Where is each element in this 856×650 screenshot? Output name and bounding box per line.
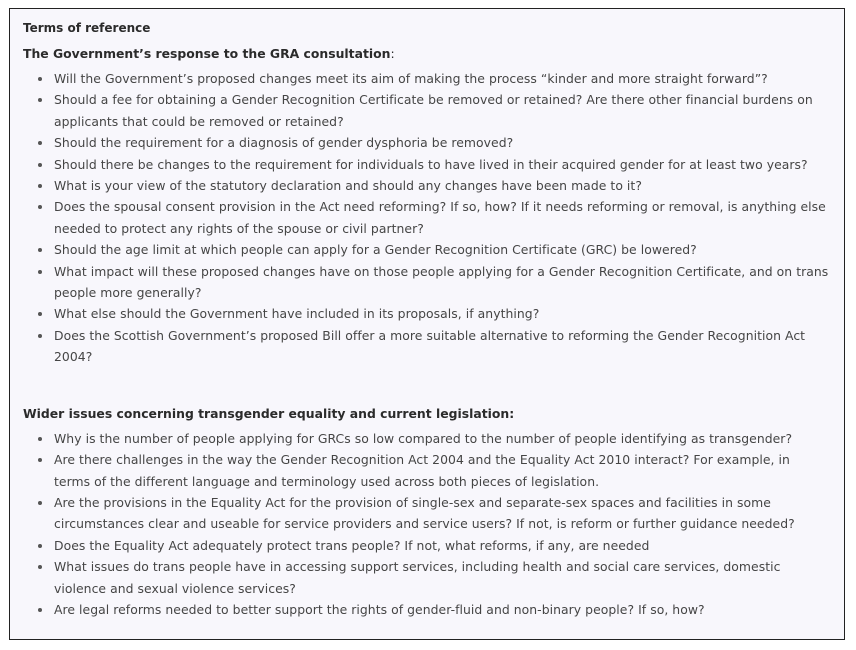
bullet-icon [38, 184, 42, 188]
list-item [23, 449, 830, 492]
list-item-text: Are legal reforms needed to better support the rights of gender-fluid and non-binary people? If so, how? [54, 601, 705, 617]
list-item [23, 535, 830, 556]
list-item-text: Are the provisions in the Equality Act for the provision of single-sex and separate-sex spaces and facilities in some circumstances clear and useable for service providers and service users? If not, is reform or further guidance needed? [54, 494, 795, 532]
list-item-text: What else should the Government have included in its proposals, if anything? [54, 306, 540, 322]
bullet-icon [38, 501, 42, 505]
bullet-icon [38, 163, 42, 167]
list-item-text: Should there be changes to the requirement for individuals to have lived in their acquired gender for at least two years? [54, 156, 808, 172]
bullet-icon [38, 205, 42, 209]
list-item [23, 599, 830, 620]
bullet-icon [38, 437, 42, 441]
list-item [23, 261, 830, 304]
bullet-icon [38, 312, 42, 316]
section-heading-colon: : [390, 46, 395, 61]
bullet-icon [38, 98, 42, 102]
bullet-icon [38, 77, 42, 81]
section-heading-colon: : [509, 405, 515, 421]
bullet-icon [38, 458, 42, 462]
list-item [23, 239, 830, 260]
bullet-icon [38, 544, 42, 548]
terms-of-reference-panel [9, 8, 845, 640]
bullet-icon [38, 608, 42, 612]
list-item-text: What issues do trans people have in accessing support services, including health and social care services, domestic violence and sexual violence services? [54, 559, 781, 596]
list-item-text: What impact will these proposed changes have on those people applying for a Gender Recognition Certificate, and on trans people more generally? [54, 263, 829, 301]
list-item-text: What is your view of the statutory declaration and should any changes have been made to it? [54, 178, 642, 194]
list-item [23, 428, 830, 449]
list-item-text: Why is the number of people applying for GRCs so low compared to the number of people identifying as transgender? [54, 430, 793, 446]
list-item-text: Should the requirement for a diagnosis of gender dysphoria be removed? [54, 135, 514, 151]
bullet-icon [38, 334, 42, 338]
list-item [23, 89, 830, 132]
list-item [23, 132, 830, 153]
question-list-wider-issues [23, 428, 830, 621]
section-spacer [23, 368, 830, 406]
list-item [23, 154, 830, 175]
list-item [23, 196, 830, 239]
bullet-icon [38, 270, 42, 274]
list-item [23, 556, 830, 599]
question-list-gra-consultation [23, 68, 830, 368]
section-heading-gra-consultation [23, 46, 830, 62]
list-item-text: Does the Scottish Government’s proposed Bill offer a more suitable alternative to reforming the Gender Recognition Act 2004? [54, 327, 806, 365]
section-heading-text: Wider issues concerning transgender equality and current legislation [23, 405, 510, 421]
list-item-text: Will the Government’s proposed changes meet its aim of making the process “kinder and more straight forward”? [54, 71, 768, 86]
list-item [23, 68, 830, 89]
bullet-icon [38, 141, 42, 145]
list-item-text: Are there challenges in the way the Gender Recognition Act 2004 and the Equality Act 2010 interact? For example, in terms of the different language and terminology used across both pieces of legislation. [54, 452, 790, 489]
list-item-text: Should the age limit at which people can apply for a Gender Recognition Certificate (GRC) be lowered? [54, 242, 697, 258]
section-heading-text: The Government’s response to the GRA consultation [23, 46, 391, 61]
page-title: Terms of reference [23, 21, 151, 35]
list-item [23, 325, 830, 368]
list-item [23, 492, 830, 535]
bullet-icon [38, 248, 42, 252]
list-item-text: Does the spousal consent provision in the Act need reforming? If so, how? If it needs reforming or removal, is anything else needed to protect any rights of the spouse or civil partner? [54, 199, 826, 236]
list-item-text: Should a fee for obtaining a Gender Recognition Certificate be removed or retained? Are there other financial burdens on applicants that could be removed or retained? [54, 92, 813, 129]
section-heading-wider-issues [23, 406, 830, 422]
list-item-text: Does the Equality Act adequately protect trans people? If not, what reforms, if any, are needed [54, 537, 650, 553]
list-item [23, 303, 830, 324]
bullet-icon [38, 565, 42, 569]
list-item [23, 175, 830, 196]
